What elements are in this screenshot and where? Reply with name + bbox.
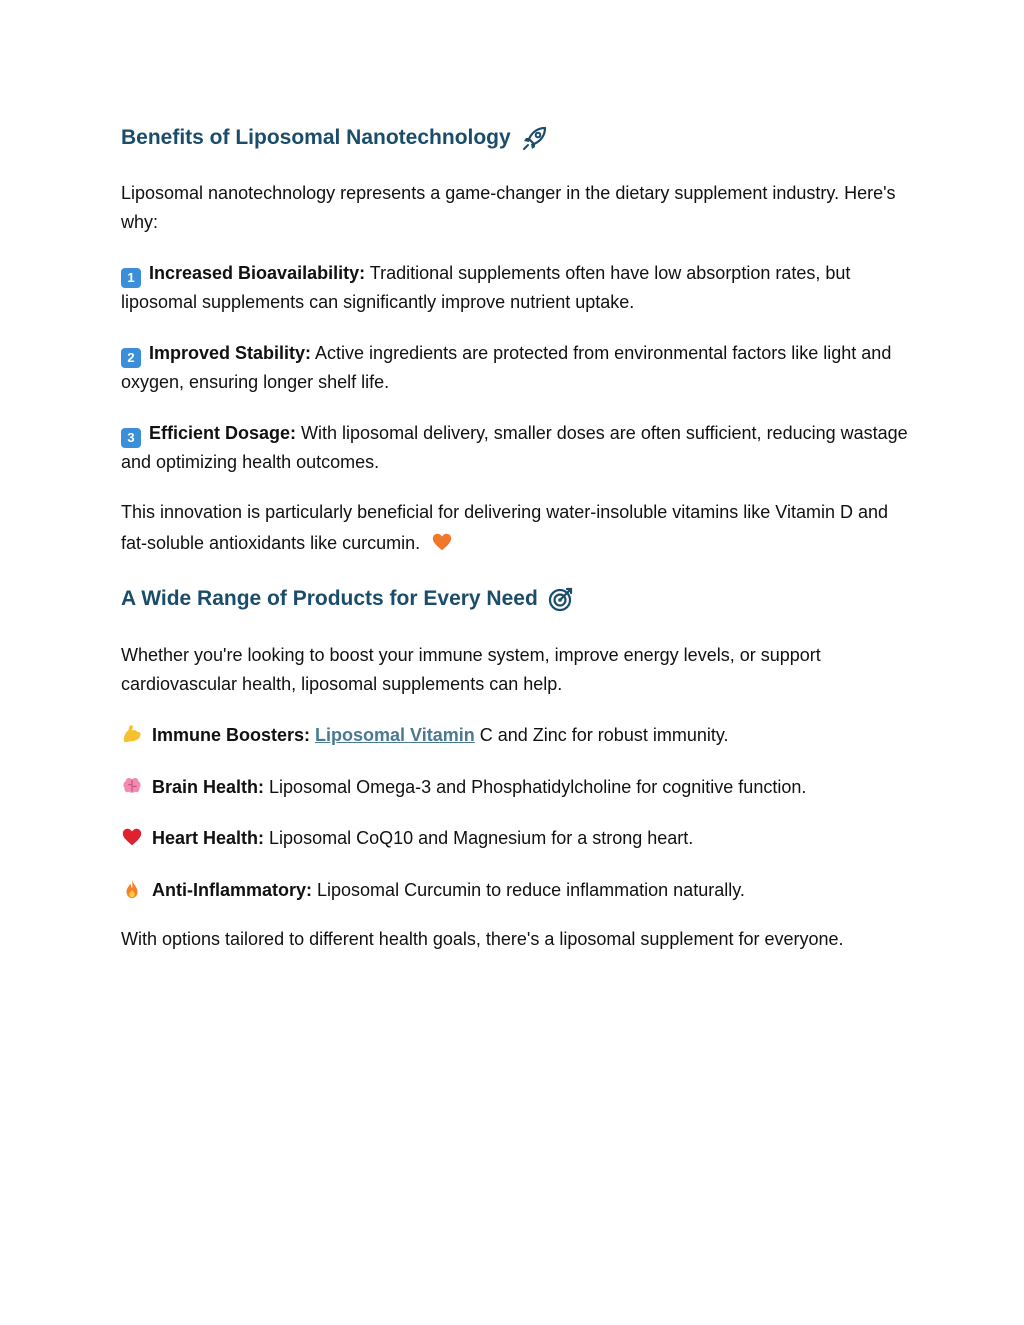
orange-heart-icon bbox=[431, 531, 453, 553]
keycap-2-icon: 2 bbox=[121, 348, 141, 368]
item-title: Increased Bioavailability: bbox=[149, 263, 366, 283]
fire-icon bbox=[121, 878, 143, 900]
item-title: Heart Health: bbox=[152, 828, 265, 848]
heading-text: A Wide Range of Products for Every Need bbox=[121, 587, 538, 610]
item-text: Traditional supplements often have low absorption rates, but liposomal supplements can significantly improve nutrient uptake. bbox=[121, 263, 851, 313]
list-item-dosage bbox=[121, 419, 911, 477]
list-item-brain bbox=[121, 773, 911, 802]
list-item-anti-inflammatory bbox=[121, 876, 911, 905]
red-heart-icon bbox=[121, 826, 143, 848]
section-heading-benefits bbox=[121, 124, 549, 152]
item-title: Brain Health: bbox=[152, 777, 265, 797]
brain-icon bbox=[121, 775, 143, 797]
list-item-immune bbox=[121, 721, 911, 750]
list-item-stability bbox=[121, 339, 911, 397]
keycap-1-icon: 1 bbox=[121, 268, 141, 288]
rocket-icon bbox=[521, 124, 549, 152]
flexed-biceps-icon bbox=[121, 723, 143, 745]
target-icon bbox=[548, 586, 574, 612]
item-title: Efficient Dosage: bbox=[149, 423, 297, 443]
item-title: Anti-Inflammatory: bbox=[152, 880, 313, 900]
item-text: Liposomal CoQ10 and Magnesium for a strong heart. bbox=[264, 828, 694, 848]
item-text: Liposomal Omega-3 and Phosphatidylcholine for cognitive function. bbox=[264, 777, 807, 797]
item-title: Improved Stability: bbox=[149, 343, 312, 363]
list-item-heart bbox=[121, 824, 911, 853]
item-text: C and Zinc for robust immunity. bbox=[474, 725, 729, 745]
item-text: With liposomal delivery, smaller doses are often sufficient, reducing wastage and optimizing health outcomes. bbox=[121, 423, 908, 473]
closing-text: This innovation is particularly beneficial for delivering water-insoluble vitamins like Vitamin D and fat-soluble antioxidants like curcumin. bbox=[121, 502, 889, 553]
closing-paragraph bbox=[121, 497, 911, 559]
intro-paragraph: Liposomal nanotechnology represents a game-changer in the dietary supplement industry. Here's why: bbox=[121, 183, 896, 232]
products-intro-paragraph: Whether you're looking to boost your immune system, improve energy levels, or support cardiovascular health, liposomal supplements can help. bbox=[121, 645, 821, 694]
item-title: Immune Boosters: bbox=[152, 725, 311, 745]
list-item-bioavailability bbox=[121, 259, 911, 317]
keycap-3-icon: 3 bbox=[121, 428, 141, 448]
section-heading-products bbox=[121, 586, 574, 612]
item-text: Active ingredients are protected from environmental factors like light and oxygen, ensuring longer shelf life. bbox=[121, 343, 892, 393]
heading-text: Benefits of Liposomal Nanotechnology bbox=[121, 126, 511, 149]
products-closing-paragraph: With options tailored to different health goals, there's a liposomal supplement for everyone. bbox=[121, 929, 844, 949]
liposomal-vitamin-link[interactable]: Liposomal Vitamin bbox=[315, 725, 475, 745]
item-text: Liposomal Curcumin to reduce inflammation naturally. bbox=[312, 880, 745, 900]
